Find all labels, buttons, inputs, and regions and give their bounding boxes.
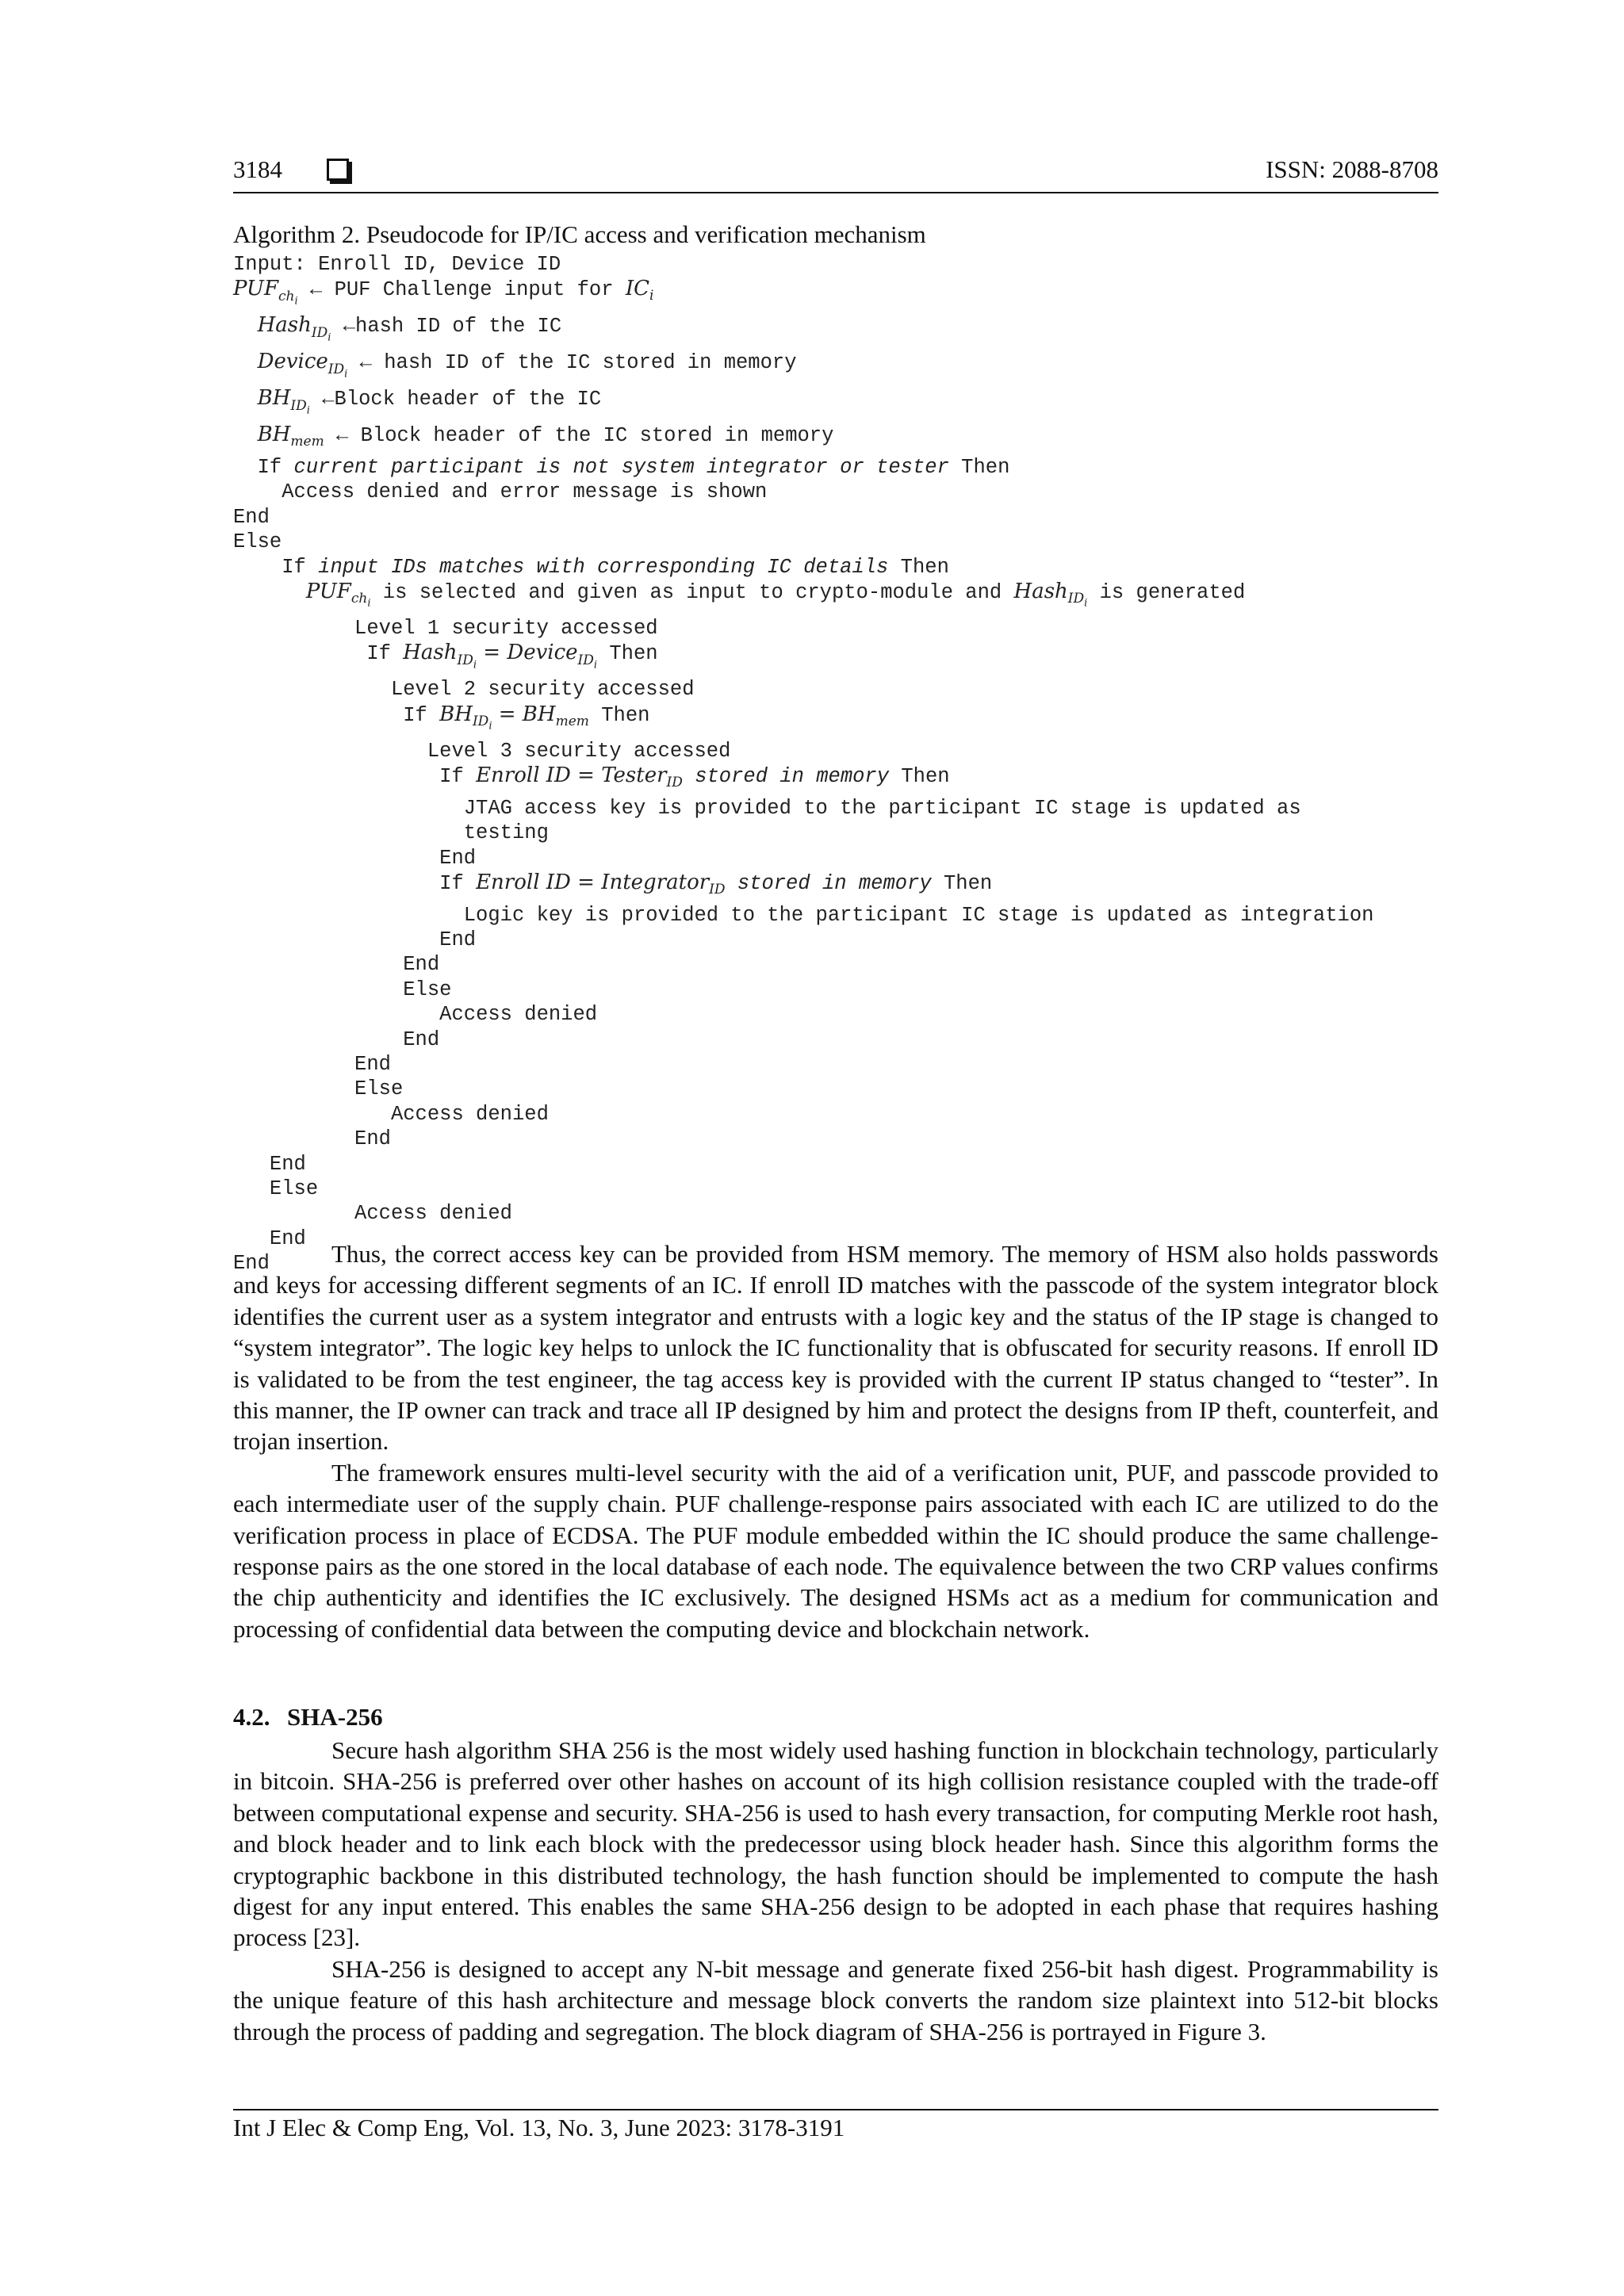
square-bullet-icon bbox=[327, 159, 349, 181]
header-rule bbox=[233, 192, 1438, 193]
paragraph-hsm-access: Thus, the correct access key can be provided from HSM memory. The memory of HSM also holds passwords and keys for accessing different segments of an IC. If enroll ID matches with the passcode of the system integrator block identifies the current user as a system integrator and entrusts with a logic key and the status of the IP stage is changed to “system integrator”. The logic key helps to unlock the IC functionality that is obfuscated for security reasons. If enroll ID is validated to be from the test engineer, the tag access key is provided with the current IP status changed to “tester”. In this manner, the IP owner can track and trace all IP designed by him and protect the designs from IP theft, counterfeit, and trojan insertion. bbox=[233, 1240, 1438, 1456]
body-text-upper bbox=[233, 1238, 1438, 1644]
page-number: 3184 bbox=[233, 155, 282, 183]
page-header bbox=[233, 155, 1438, 195]
algorithm-pseudocode: Input: Enroll ID, Device ID $PUF_{ch_i}$ ← PUF Challenge input for $IC_i$ Hash$_{ID_i}$ ←hash ID of the IC Device$_{ID_i}$ ← hash ID of the IC stored in memory $BH_{ID_i}$ ←Block header of the IC $BH_{mem}$ ← Block header of the IC stored in memory If current participant is not system integrator or tester Then Access denied and error message is shown End Else If input IDs matches with corresponding IC details Then $PUF_{ch_i}$ is selected and given as input to crypto-module and Hash$_{ID_i}$ is generated Level 1 security accessed If Hash$_{ID_i}$ = Device$_{ID_i}$ Then Level 2 security accessed If $BH_{ID_i} = BH_{mem}$ Then Level 3 security accessed If Enroll ID = Tester$_{ID}$ stored in memory Then JTAG access key is provided to the participant IC stage is updated as testing End If Enroll ID = Integrator$_{ID}$ stored in memory Then Logic key is provided to the participant IC stage is updated as integration End End Else Access denied End End Else Access denied End End Else Access denied End End bbox=[233, 253, 1374, 1276]
footer-rule bbox=[233, 2109, 1438, 2110]
code-line: Input: Enroll ID, Device ID bbox=[233, 253, 561, 276]
journal-citation: Int J Elec & Comp Eng, Vol. 13, No. 3, June 2023: 3178-3191 bbox=[233, 2114, 845, 2141]
paragraph-sha256-intro: Secure hash algorithm SHA 256 is the most widely used hashing function in blockchain technology, particularly in bitcoin. SHA-256 is preferred over other hashes on account of its high collision resistance coupled with the trade-off between computational expense and security. SHA-256 is used to hash every transaction, for computing Merkle root hash, and block header and to link each block with the predecessor using block header hash. Since this algorithm forms the cryptographic backbone in this distributed technology, the hash function should be implemented to compute the hash digest for any input entered. This enables the same SHA-256 design to be adopted in each phase that requires hashing process [23]. bbox=[233, 1736, 1438, 1952]
section-title: SHA-256 bbox=[287, 1703, 383, 1731]
section-number: 4.2. bbox=[233, 1703, 270, 1731]
issn-label: ISSN: 2088-8708 bbox=[1266, 155, 1438, 183]
paragraph-sha256-design: SHA-256 is designed to accept any N-bit message and generate fixed 256-bit hash digest. Programmability is the unique feature of this hash architecture and message block converts the random size plaintext into 512-bit blocks through the process of padding and segregation. The block diagram of SHA-256 is portrayed in Figure 3. bbox=[233, 1954, 1438, 2045]
algorithm-title: Algorithm 2. Pseudocode for IP/IC access and verification mechanism bbox=[233, 220, 926, 248]
paragraph-multilevel-security: The framework ensures multi-level security with the aid of a verification unit, PUF, and passcode provided to each intermediate user of the supply chain. PUF challenge-response pairs associated with each IC are utilized to do the verification process in place of ECDSA. The PUF module embedded within the IC should produce the same challenge-response pairs as the one stored in the local database of each node. The equivalence between the two CRP values confirms the chip authenticity and identifies the IC exclusively. The designed HSMs act as a medium for communication and processing of confidential data between the computing device and blockchain network. bbox=[233, 1458, 1438, 1643]
body-text-lower bbox=[233, 1735, 1438, 2047]
section-heading bbox=[233, 1703, 383, 1732]
